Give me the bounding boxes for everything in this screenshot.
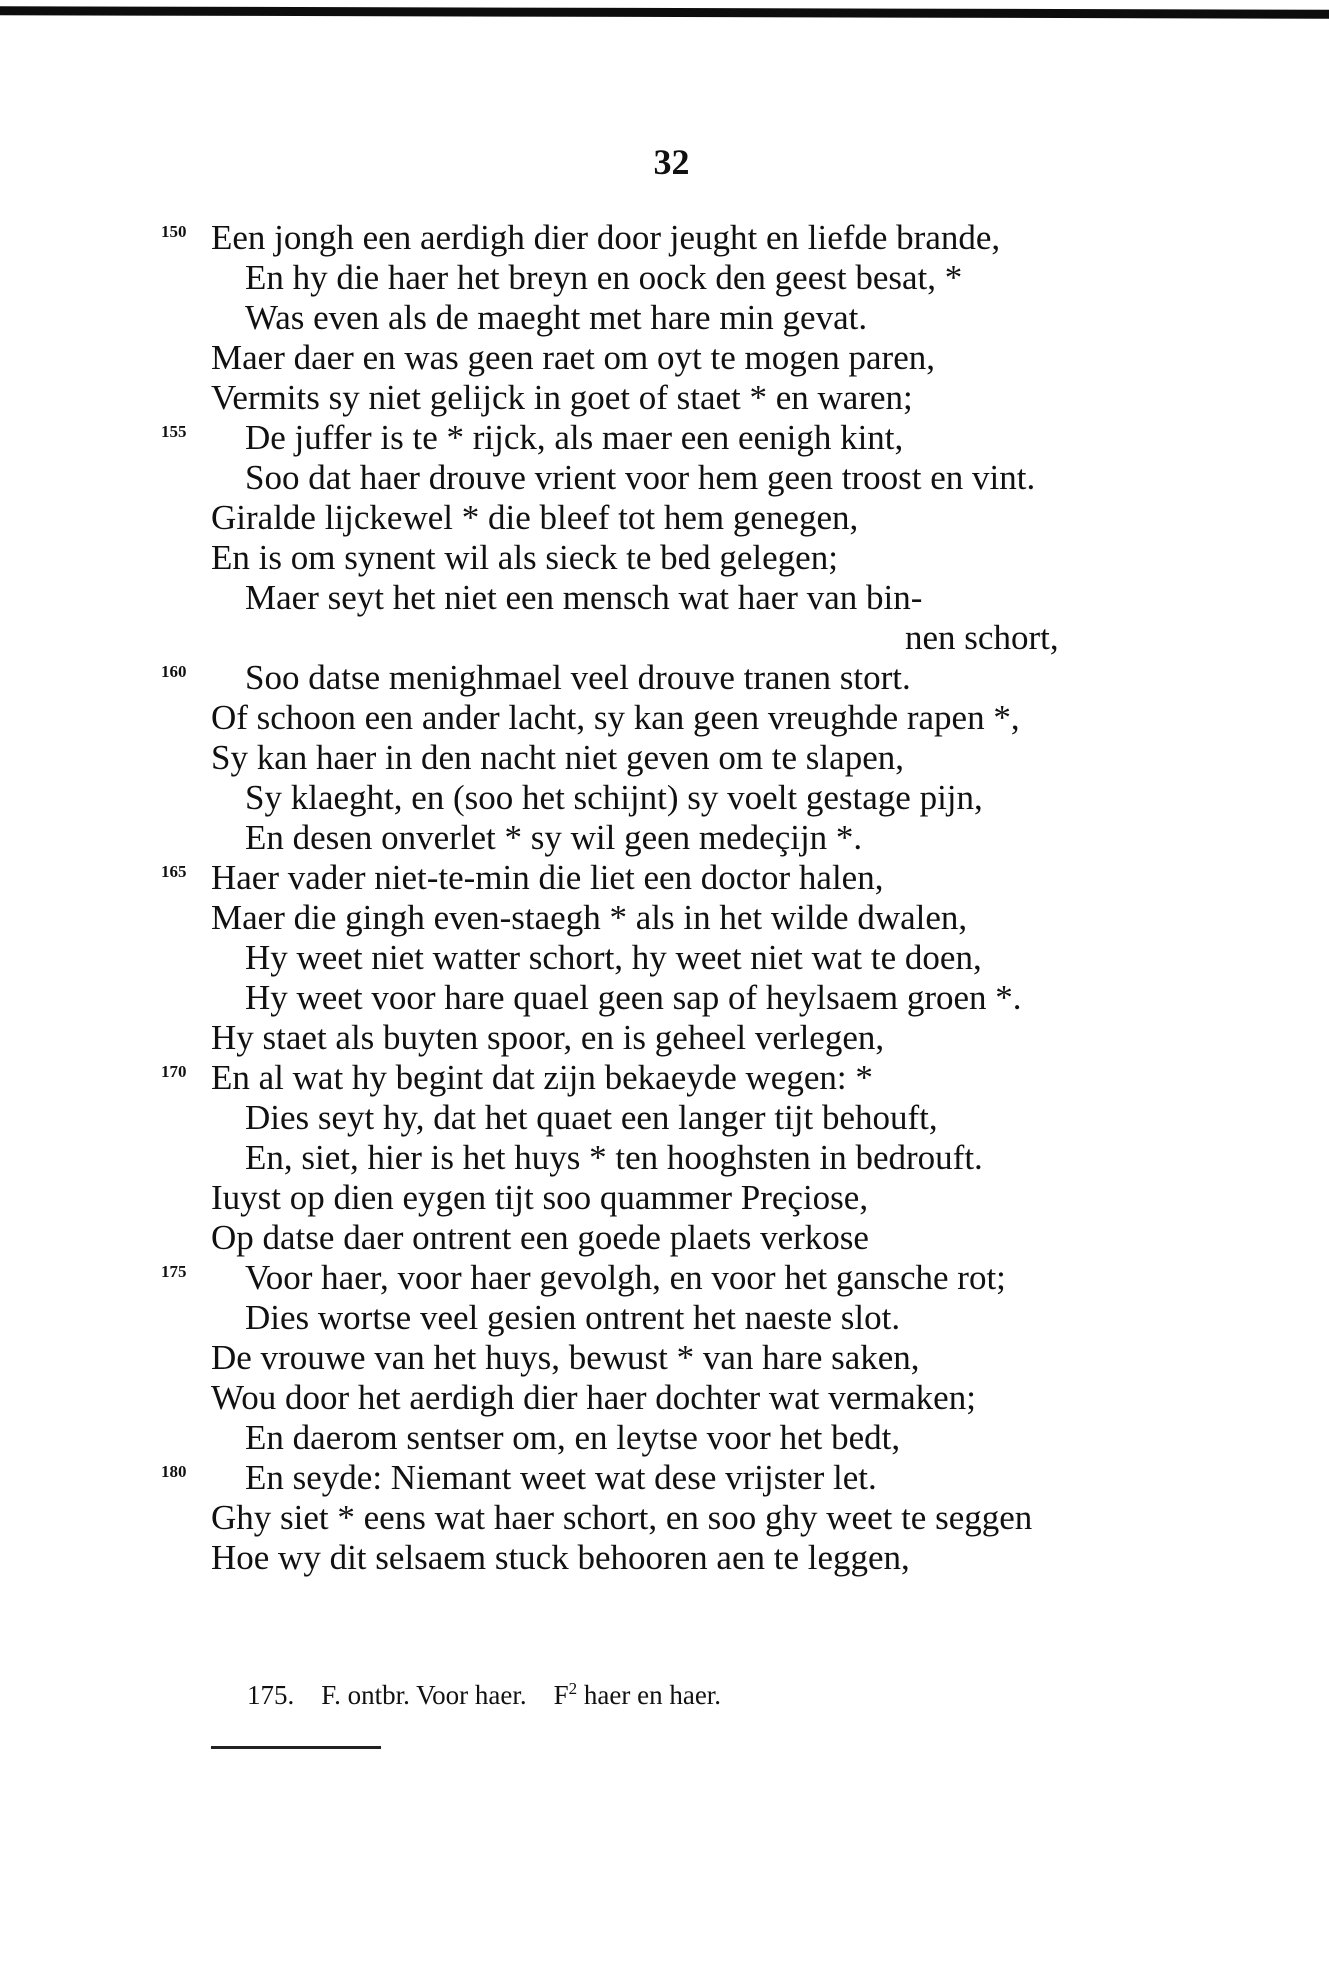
verse-line-text: Iuyst op dien eygen tijt soo quammer Preçiose,	[211, 1178, 869, 1217]
verse-line-text: De vrouwe van het huys, bewust * van hare saken,	[211, 1338, 920, 1377]
top-border-rule	[0, 6, 1329, 18]
verse-text-block	[0, 218, 1329, 1578]
verse-line-text: Voor haer, voor haer gevolgh, en voor het gansche rot;	[245, 1258, 1006, 1297]
page-number: 32	[653, 142, 690, 182]
verse-line	[0, 1218, 1329, 1258]
verse-line	[0, 1458, 1329, 1498]
verse-line-text: nen schort,	[905, 618, 1059, 657]
verse-line	[0, 858, 1329, 898]
verse-line-text: Hy weet voor hare quael geen sap of heylsaem groen *.	[245, 978, 1022, 1017]
verse-line	[0, 1498, 1329, 1538]
verse-line	[0, 938, 1329, 978]
line-number: 170	[161, 1062, 187, 1081]
verse-line	[0, 1378, 1329, 1418]
verse-line	[0, 418, 1329, 458]
verse-line	[0, 1018, 1329, 1058]
verse-line	[0, 698, 1329, 738]
verse-line-text: En is om synent wil als sieck te bed gelegen;	[211, 538, 838, 577]
verse-line-text: Soo dat haer drouve vrient voor hem geen troost en vint.	[245, 458, 1036, 497]
verse-line	[0, 298, 1329, 338]
verse-line-text: En, siet, hier is het huys * ten hooghsten in bedrouft.	[245, 1138, 983, 1177]
verse-line-text: Maer seyt het niet een mensch wat haer van bin-	[245, 578, 923, 617]
verse-line	[0, 778, 1329, 818]
verse-line	[0, 1098, 1329, 1138]
verse-line-text: Hy weet niet watter schort, hy weet niet wat te doen,	[245, 938, 982, 977]
verse-line-text: En seyde: Niemant weet wat dese vrijster let.	[245, 1458, 877, 1497]
verse-line	[0, 578, 1329, 618]
line-number: 165	[161, 862, 187, 881]
footnote	[247, 1678, 721, 1712]
verse-line	[0, 458, 1329, 498]
footnote-source-superscript: 2	[568, 1679, 578, 1698]
footnote-variant-text: haer en haer.	[583, 1680, 722, 1710]
verse-line	[0, 818, 1329, 858]
line-number: 160	[161, 662, 187, 681]
line-number: 150	[161, 222, 187, 241]
verse-line	[0, 658, 1329, 698]
verse-line-text: En desen onverlet * sy wil geen medeçijn *.	[245, 818, 863, 857]
verse-line-text: De juffer is te * rijck, als maer een eenigh kint,	[245, 418, 904, 457]
verse-line	[0, 498, 1329, 538]
verse-line	[0, 618, 1329, 658]
verse-line-text: Hy staet als buyten spoor, en is geheel verlegen,	[211, 1018, 885, 1057]
verse-line-text: Sy klaeght, en (soo het schijnt) sy voelt gestage pijn,	[245, 778, 983, 817]
verse-line	[0, 1418, 1329, 1458]
footnote-line-ref: 175.	[247, 1680, 295, 1710]
verse-line	[0, 898, 1329, 938]
verse-line-text: Op datse daer ontrent een goede plaets verkose	[211, 1218, 869, 1257]
verse-line	[0, 378, 1329, 418]
verse-line	[0, 978, 1329, 1018]
verse-line	[0, 538, 1329, 578]
line-number: 180	[161, 1462, 187, 1481]
footnote-text: F. ontbr. Voor haer.	[321, 1680, 527, 1710]
verse-line-text: Maer die gingh even-staegh * als in het wilde dwalen,	[211, 898, 968, 937]
footnote-divider	[211, 1746, 381, 1749]
verse-line-text: Vermits sy niet gelijck in goet of staet * en waren;	[211, 378, 913, 417]
verse-line-text: Dies wortse veel gesien ontrent het naeste slot.	[245, 1298, 901, 1337]
verse-line-text: Soo datse menighmael veel drouve tranen stort.	[245, 658, 911, 697]
verse-line	[0, 1338, 1329, 1378]
verse-line-text: Ghy siet * eens wat haer schort, en soo ghy weet te seggen	[211, 1498, 1033, 1537]
line-number: 155	[161, 422, 187, 441]
verse-line	[0, 1178, 1329, 1218]
footnote-source: F	[553, 1680, 569, 1710]
verse-line-text: Haer vader niet-te-min die liet een doctor halen,	[211, 858, 884, 897]
verse-line-text: Was even als de maeght met hare min gevat.	[245, 298, 868, 337]
verse-line	[0, 1138, 1329, 1178]
verse-line-text: Maer daer en was geen raet om oyt te mogen paren,	[211, 338, 935, 377]
verse-line-text: Giralde lijckewel * die bleef tot hem genegen,	[211, 498, 859, 537]
verse-line-text: En hy die haer het breyn en oock den geest besat, *	[245, 258, 963, 297]
verse-line	[0, 1058, 1329, 1098]
verse-line	[0, 1298, 1329, 1338]
verse-line	[0, 258, 1329, 298]
verse-line	[0, 1258, 1329, 1298]
verse-line-text: Een jongh een aerdigh dier door jeught en liefde brande,	[211, 218, 1001, 257]
verse-line-text: Sy kan haer in den nacht niet geven om te slapen,	[211, 738, 904, 777]
verse-line-text: En al wat hy begint dat zijn bekaeyde wegen: *	[211, 1058, 873, 1097]
verse-line	[0, 1538, 1329, 1578]
verse-line-text: Hoe wy dit selsaem stuck behooren aen te leggen,	[211, 1538, 910, 1577]
verse-line	[0, 738, 1329, 778]
verse-line-text: Of schoon een ander lacht, sy kan geen vreughde rapen *,	[211, 698, 1020, 737]
verse-line	[0, 218, 1329, 258]
verse-line-text: Wou door het aerdigh dier haer dochter wat vermaken;	[211, 1378, 976, 1417]
verse-line	[0, 338, 1329, 378]
verse-line-text: En daerom sentser om, en leytse voor het bedt,	[245, 1418, 901, 1457]
line-number: 175	[161, 1262, 187, 1281]
verse-line-text: Dies seyt hy, dat het quaet een langer tijt behouft,	[245, 1098, 938, 1137]
